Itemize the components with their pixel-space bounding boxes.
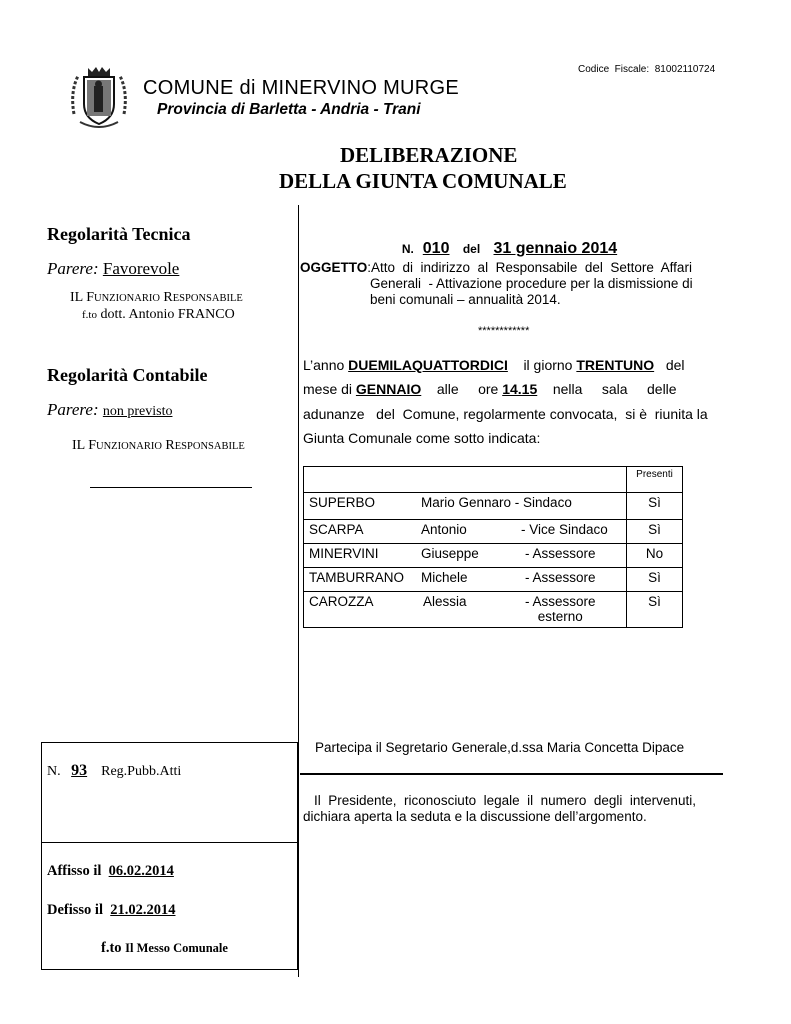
parere-tecnica — [47, 259, 179, 279]
provincia-name: Provincia di Barletta - Andria - Trani — [157, 101, 421, 118]
table-row: MINERVINI Giuseppe - Assessore No — [304, 544, 683, 568]
table-row: SCARPA Antonio - Vice Sindaco Sì — [304, 520, 683, 544]
messo-comunale: f.to Il Messo Comunale — [101, 940, 228, 956]
intro-line-2: mese di GENNAIO alle ore 14.15 nella sala delle — [303, 381, 677, 397]
presidente-line-1: Il Presidente, riconosciuto legale il numero degli intervenuti, — [314, 793, 696, 808]
affisso: Affisso il 06.02.2014 — [47, 863, 174, 879]
codice-fiscale: Codice Fiscale: 81002110724 — [578, 64, 716, 75]
presenti-header: Presenti — [627, 467, 683, 493]
signature-line — [90, 487, 252, 488]
intro-line-4: Giunta Comunale come sotto indicata: — [303, 430, 541, 446]
regolarita-contabile-heading: Regolarità Contabile — [47, 365, 208, 385]
title-line-1: DELIBERAZIONE — [340, 143, 518, 167]
segretario-text: Partecipa il Segretario Generale,d.ssa Maria Concetta Dipace — [315, 740, 685, 755]
table-header-row — [304, 467, 683, 493]
oggetto: OGGETTO:Atto di indirizzo al Responsabile del Settore Affari — [300, 260, 692, 275]
oggetto-line-2: Generali - Attivazione procedure per la dismissione di — [370, 276, 693, 291]
parere-value: Favorevole — [102, 259, 180, 278]
parere-contabile — [47, 400, 172, 420]
reg-number-value: 93 — [71, 762, 88, 779]
funzionario-tecnica: IL FUNZIONARIO RESPONSABILE — [70, 290, 243, 305]
regolarita-tecnica-heading: Regolarità Tecnica — [47, 224, 191, 244]
intro-line-3: adunanze del Comune, regolarmente convocata, si è riunita la — [303, 406, 708, 422]
comune-name: COMUNE di MINERVINO MURGE — [143, 77, 460, 99]
members-table — [303, 466, 683, 628]
table-row: SUPERBO Mario Gennaro - Sindaco Sì — [304, 493, 683, 520]
parere-label: Parere: — [47, 400, 99, 419]
coat-of-arms-logo — [68, 62, 130, 132]
defisso-date: 21.02.2014 — [110, 902, 176, 918]
table-row: CAROZZA Alessia - Assessore esterno Sì — [304, 592, 683, 628]
delibera-number: N. 010 del 31 gennaio 2014 — [401, 240, 618, 257]
parere-value: non previsto — [102, 404, 173, 419]
delibera-n-value: 010 — [422, 240, 450, 257]
table-row: TAMBURRANO Michele - Assessore Sì — [304, 568, 683, 592]
horizontal-rule — [300, 773, 723, 775]
parere-label: Parere: — [47, 259, 99, 278]
reg-pubb-number: N. 93 Reg.Pubb.Atti — [47, 762, 182, 779]
delibera-date: 31 gennaio 2014 — [493, 240, 618, 257]
anno-value: DUEMILAQUATTORDICI — [348, 357, 508, 373]
mese-value: GENNAIO — [355, 381, 422, 397]
funzionario-contabile: IL FUNZIONARIO RESPONSABILE — [72, 438, 245, 453]
presidente-line-2: dichiara aperta la seduta e la discussione dell’argomento. — [303, 809, 647, 824]
intro-line-1: L’anno DUEMILAQUATTORDICI il giorno TRENTUNO del — [303, 357, 685, 373]
oggetto-label: OGGETTO — [300, 260, 368, 275]
defisso: Defisso il 21.02.2014 — [47, 902, 176, 918]
title-line-2: DELLA GIUNTA COMUNALE — [279, 169, 567, 193]
publication-box-divider — [42, 842, 298, 843]
separator-stars: ************ — [478, 325, 530, 337]
giorno-value: TRENTUNO — [576, 357, 655, 373]
column-divider — [298, 205, 299, 977]
ora-value: 14.15 — [502, 381, 538, 397]
signer-tecnica: f.to dott. Antonio FRANCO — [82, 307, 235, 322]
affisso-date: 06.02.2014 — [108, 863, 174, 879]
oggetto-line-3: beni comunali – annualità 2014. — [370, 292, 561, 307]
